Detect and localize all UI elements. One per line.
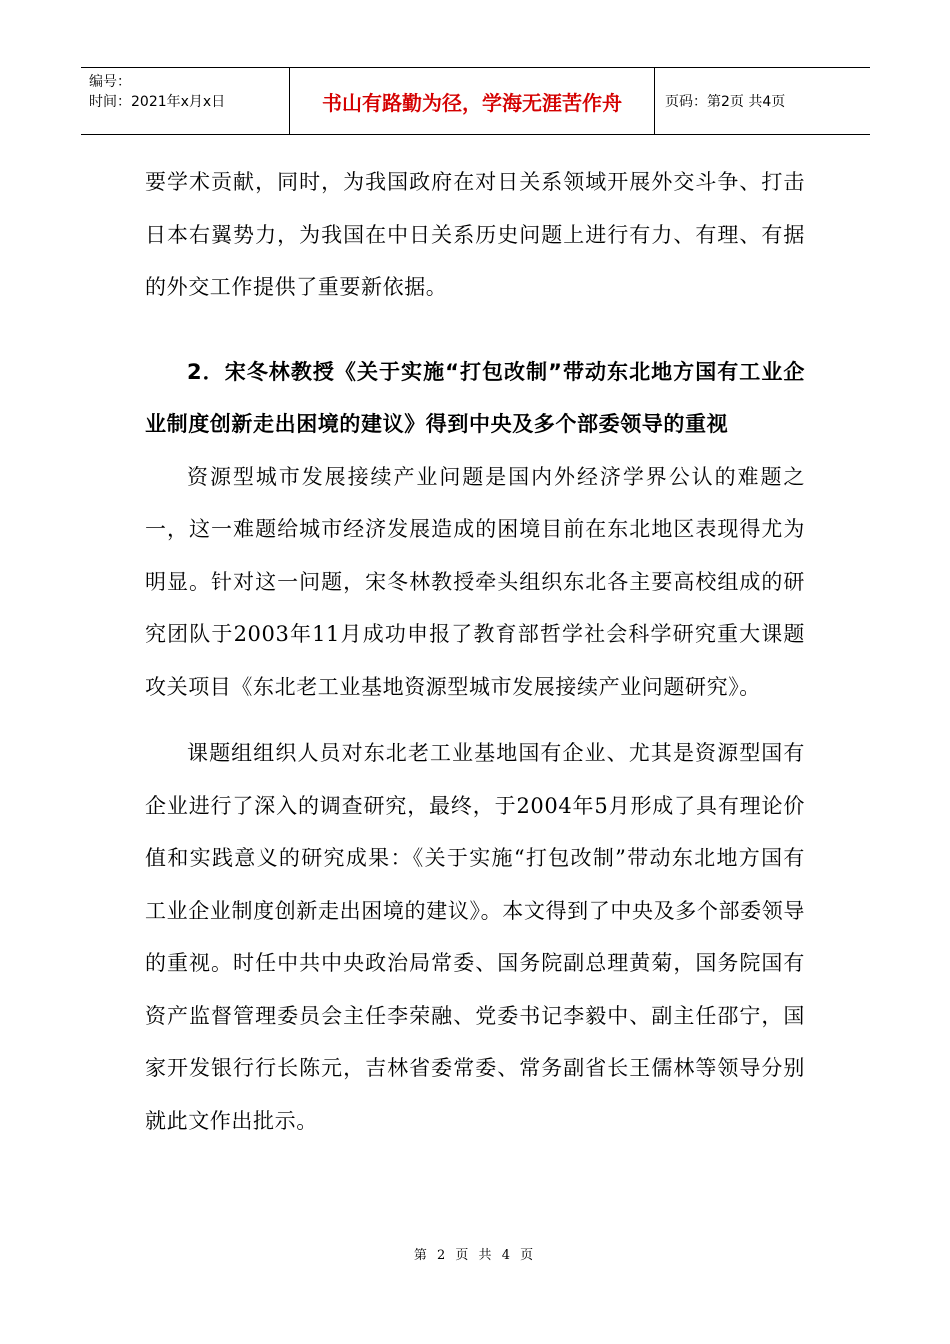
section-heading-2: 2．宋冬林教授《关于实施“打包改制”带动东北地方国有工业企业制度创新走出困境的建议》得到中央及多个部委领导的重视 [145, 359, 805, 436]
paragraph-3: 课题组组织人员对东北老工业基地国有企业、尤其是资源型国有企业进行了深入的调查研究，最终，于2004年5月形成了具有理论价值和实践意义的研究成果：《关于实施“打包改制”带动东北地方国有工业企业制度创新走出困境的建议》。本文得到了中央及多个部委领导的重视。时任中共中央政治局常委、国务院副总理黄菊，国务院国有资产监督管理委员会主任李荣融、党委书记李毅中、副主任邵宁，国家开发银行行长陈元，吉林省委常委、常务副省长王儒林等领导分别就此文作出批示。 [145, 741, 805, 1133]
paragraph-2: 资源型城市发展接续产业问题是国内外经济学界公认的难题之一，这一难题给城市经济发展造成的困境目前在东北地区表现得尤为明显。针对这一问题，宋冬林教授牵头组织东北各主要高校组成的研究团队于2003年11月成功申报了教育部哲学社会科学研究重大课题攻关项目《东北老工业基地资源型城市发展接续产业问题研究》。 [145, 464, 805, 699]
document-header [81, 67, 870, 135]
header-motto: 书山有路勤为径，学海无涯苦作舟 [290, 68, 655, 135]
document-body [145, 156, 805, 1147]
paragraph-1: 要学术贡献，同时，为我国政府在对日关系领域开展外交斗争、打击日本右翼势力，为我国在中日关系历史问题上进行有力、有理、有据的外交工作提供了重要新依据。 [145, 170, 805, 299]
header-page-info: 页码：第2页 共4页 [655, 68, 871, 135]
document-number-label: 编号： [89, 74, 131, 90]
header-meta-cell [81, 68, 290, 135]
document-date-label: 时间：2021年x月x日 [89, 94, 226, 110]
page-footer: 第 2 页 共 4 页 [413, 1248, 537, 1263]
